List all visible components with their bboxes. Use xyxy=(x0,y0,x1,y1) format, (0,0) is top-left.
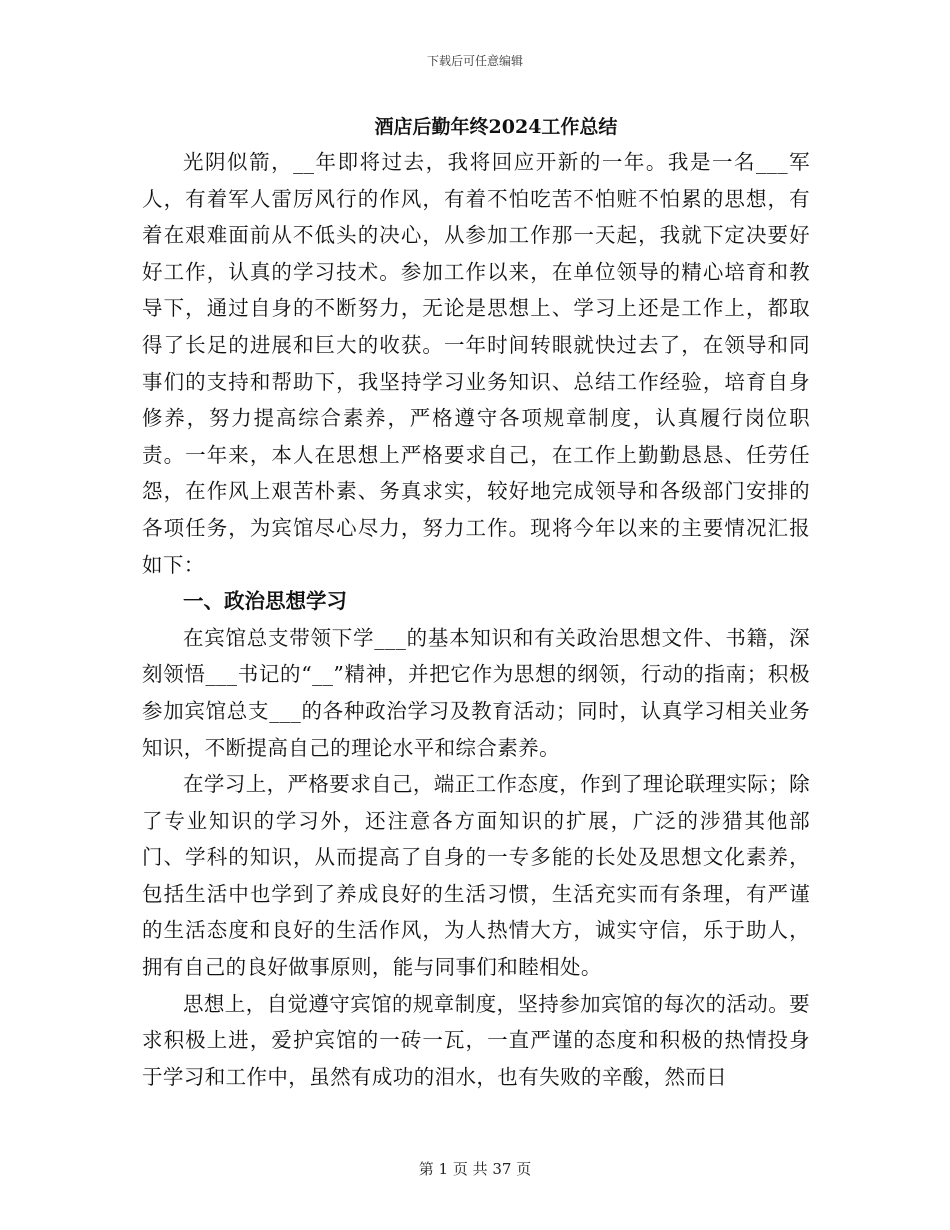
document-body xyxy=(142,110,810,1095)
section-paragraph: 在学习上，严格要求自己，端正工作态度，作到了理论联理实际；除了专业知识的学习外，还注意各方面知识的扩展，广泛的涉猎其他部门、学科的知识，从而提高了自身的一专多能的长处及思想文化素养，包括生活中也学到了养成良好的生活习惯，生活充实而有条理，有严谨的生活态度和良好的生活作风，为人热情大方，诚实守信，乐于助人，拥有自己的良好做事原则，能与同事们和睦相处。 xyxy=(142,772,810,980)
page-indicator: 第 1 页 共 37 页 xyxy=(418,1160,532,1178)
header-note: 下载后可任意编辑 xyxy=(426,54,523,68)
section-heading-political-study: 一、政治思想学习 xyxy=(183,589,347,614)
section-paragraph: 思想上，自觉遵守宾馆的规章制度，坚持参加宾馆的每次的活动。要求积极上进，爱护宾馆的一砖一瓦，一直严谨的态度和积极的热情投身于学习和工作中，虽然有成功的泪水，也有失败的辛酸，然而日 xyxy=(142,991,810,1089)
section-paragraph: 在宾馆总支带领下学___的基本知识和有关政治思想文件、书籍，深刻领悟___书记的“__”精神，并把它作为思想的纲领，行动的指南；积极参加宾馆总支___的各种政治学习及教育活动；同时，认真学习相关业务知识，不断提高自己的理论水平和综合素养。 xyxy=(142,625,810,760)
document-title: 酒店后勤年终2024工作总结 xyxy=(374,116,618,138)
intro-paragraph: 光阴似箭，__年即将过去，我将回应开新的一年。我是一名___军人，有着军人雷厉风行的作风，有着不怕吃苦不怕赃不怕累的思想，有着在艰难面前从不低头的决心，从参加工作那一天起，我就下定决要好好工作，认真的学习技术。参加工作以来，在单位领导的精心培育和教导下，通过自身的不断努力，无论是思想上、学习上还是工作上，都取得了长足的进展和巨大的收获。一年时间转眼就快过去了，在领导和同事们的支持和帮助下，我坚持学习业务知识、总结工作经验，培育自身修养，努力提高综合素养，严格遵守各项规章制度，认真履行岗位职责。一年来，本人在思想上严格要求自己，在工作上勤勤恳恳、任劳任怨，在作风上艰苦朴素、务真求实，较好地完成领导和各级部门安排的各项任务，为宾馆尽心尽力，努力工作。现将今年以来的主要情况汇报如下： xyxy=(142,150,810,577)
